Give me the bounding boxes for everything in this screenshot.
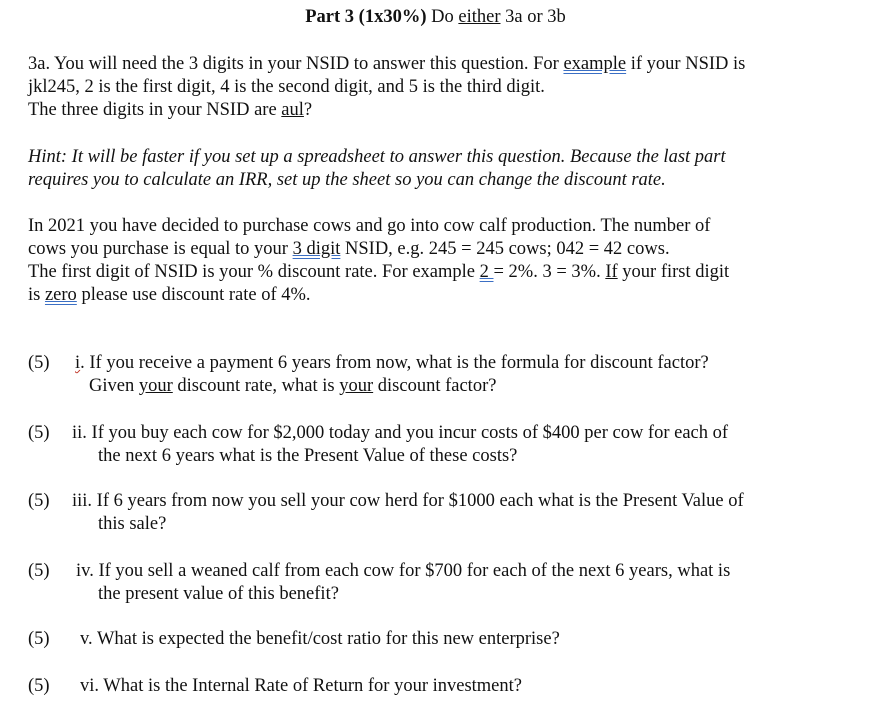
- question-1-line-2: [89, 375, 496, 398]
- question-5-line-1: v. What is expected the benefit/cost ratio for this new enterprise?: [80, 629, 560, 649]
- intro-text: ?: [303, 100, 313, 120]
- zero-word: zero: [44, 285, 77, 305]
- marks-q4: (5): [28, 561, 50, 581]
- setup-text: The first digit of NSID is your % discount rate. For example: [28, 262, 480, 282]
- example-digit: 2: [479, 262, 494, 282]
- setup-line-3: [28, 261, 729, 284]
- marks-q1: (5): [28, 353, 50, 373]
- setup-text: is: [28, 285, 45, 305]
- your-word: your: [339, 376, 374, 396]
- setup-text: your first digit: [617, 262, 730, 282]
- setup-text: please use discount rate of 4%.: [76, 285, 311, 305]
- part-label: Part 3 (1x30%): [305, 7, 427, 27]
- q1-numeral: i: [75, 353, 81, 373]
- question-1-line-1: [75, 352, 709, 375]
- question-3-line-2: this sale?: [98, 514, 167, 534]
- three-digit-word: 3 digit: [292, 239, 341, 259]
- nsid-placeholder: aul: [281, 100, 304, 120]
- question-4-line-2: the present value of this benefit?: [98, 584, 339, 604]
- q1-text: Given: [89, 376, 139, 396]
- title-pre: Do: [426, 7, 459, 27]
- setup-line-4: [28, 284, 311, 307]
- intro-text: if your NSID is: [626, 54, 746, 74]
- title-either: either: [458, 7, 501, 27]
- marks-q5: (5): [28, 629, 50, 649]
- intro-text: 3a. You will need the 3 digits in your NSID to answer this question. For: [28, 54, 564, 74]
- question-3-line-1: iii. If 6 years from now you sell your cow herd for $1000 each what is the Present Value of: [72, 491, 744, 511]
- title-post: 3a or 3b: [500, 7, 566, 27]
- question-2-line-1: ii. If you buy each cow for $2,000 today and you incur costs of $400 per cow for each of: [72, 423, 729, 443]
- q1-text: . If you receive a payment 6 years from now, what is the formula for discount factor?: [80, 353, 709, 373]
- q1-text: discount factor?: [373, 376, 497, 396]
- intro-line-1: [28, 53, 745, 76]
- intro-line-2: jkl245, 2 is the first digit, 4 is the second digit, and 5 is the third digit.: [28, 77, 545, 97]
- setup-text: NSID, e.g. 245 = 245 cows; 042 = 42 cows.: [340, 239, 670, 259]
- marks-q6: (5): [28, 676, 50, 696]
- setup-text: = 2%. 3 = 3%.: [493, 262, 606, 282]
- intro-text: The three digits in your NSID are: [28, 100, 282, 120]
- example-word: example: [563, 54, 627, 74]
- setup-text: cows you purchase is equal to your: [28, 239, 293, 259]
- question-6-line-1: vi. What is the Internal Rate of Return for your investment?: [80, 676, 522, 696]
- your-word: your: [138, 376, 173, 396]
- if-word: If: [605, 262, 618, 282]
- q1-text: discount rate, what is: [172, 376, 340, 396]
- hint-line-1: Hint: It will be faster if you set up a spreadsheet to answer this question. Because the last part: [28, 147, 726, 167]
- question-2-line-2: the next 6 years what is the Present Value of these costs?: [98, 446, 518, 466]
- setup-line-2: [28, 238, 670, 261]
- marks-q2: (5): [28, 423, 50, 443]
- setup-line-1: In 2021 you have decided to purchase cows and go into cow calf production. The number of: [28, 216, 711, 236]
- marks-q3: (5): [28, 491, 50, 511]
- page-title: [0, 6, 871, 29]
- hint-line-2: requires you to calculate an IRR, set up the sheet so you can change the discount rate.: [28, 170, 666, 190]
- question-4-line-1: iv. If you sell a weaned calf from each cow for $700 for each of the next 6 years, what is: [76, 561, 731, 581]
- intro-line-3: [28, 99, 312, 122]
